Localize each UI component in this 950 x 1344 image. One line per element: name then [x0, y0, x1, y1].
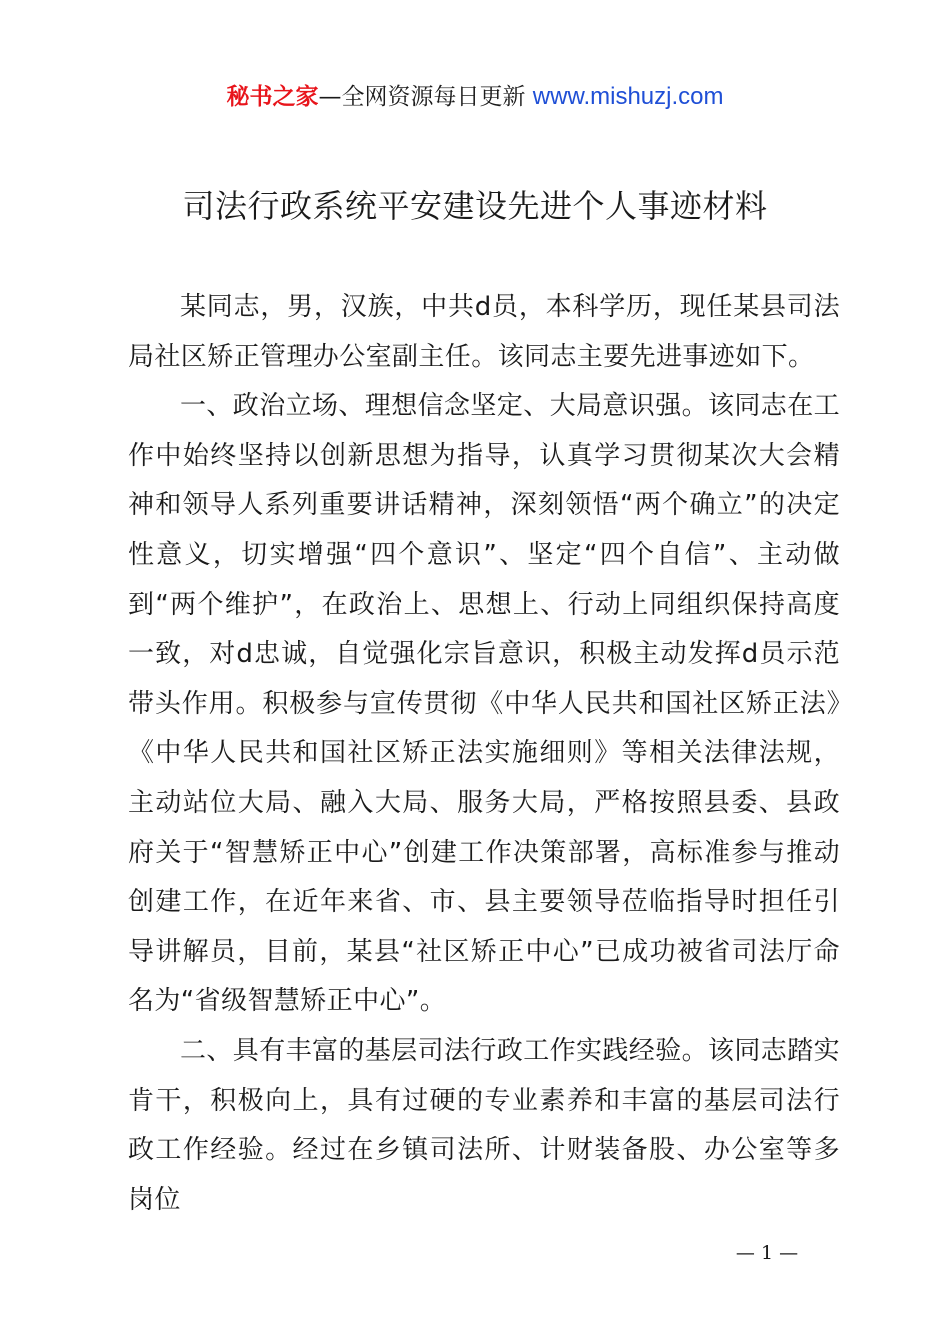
section-one-paragraph: 一、政治立场、理想信念坚定、大局意识强。该同志在工作中始终坚持以创新思想为指导，认真学习贯彻某次大会精神和领导人系列重要讲话精神，深刻领悟“两个确立”的决定性意义，切实增强“四个意识”、坚定“四个自信”、主动做到“两个维护”，在政治上、思想上、行动上同组织保持高度一致，对d忠诚，自觉强化宗旨意识，积极主动发挥d员示范带头作用。积极参与宣传贯彻《中华人民共和国社区矫正法》《中华人民共和国社区矫正法实施细则》等相关法律法规，主动站位大局、融入大局、服务大局，严格按照县委、县政府关于“智慧矫正中心”创建工作决策部署，高标准参与推动创建工作，在近年来省、市、县主要领导莅临指导时担任引导讲解员，目前，某县“社区矫正中心”已成功被省司法厅命名为“省级智慧矫正中心”。: [128, 391, 841, 1017]
section-two-paragraph: 二、具有丰富的基层司法行政工作实践经验。该同志踏实肯干，积极向上，具有过硬的专业素养和丰富的基层司法行政工作经验。经过在乡镇司法所、计财装备股、办公室等多岗位: [128, 1035, 841, 1215]
brand-name: 秘书之家: [226, 84, 319, 110]
header-slogan: —全网资源每日更新: [318, 84, 526, 110]
header-url-link[interactable]: www.mishuzj.com: [532, 83, 724, 110]
site-header: [0, 82, 950, 112]
intro-paragraph: 某同志，男，汉族，中共d员，本科学历，现任某县司法局社区矫正管理办公室副主任。该同志主要先进事迹如下。: [128, 292, 840, 372]
document-body: [128, 283, 840, 1225]
document-title: 司法行政系统平安建设先进个人事迹材料: [182, 187, 768, 225]
page-number: — 1 —: [735, 1242, 799, 1264]
